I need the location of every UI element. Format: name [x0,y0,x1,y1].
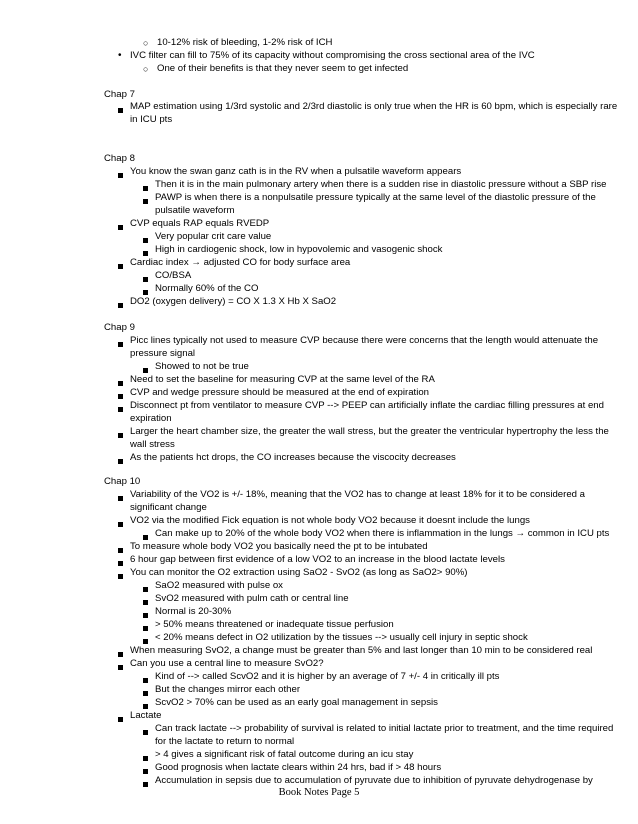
note-line: > 50% means threatened or inadequate tissue perfusion [155,619,394,630]
note-line: for the lactate to return to normal [155,736,295,747]
note-line: Very popular crit care value [155,231,272,242]
circle-bullet-icon: ○ [143,38,149,48]
page-footer: Book Notes Page 5 [278,787,360,798]
note-line: > 4 gives a significant risk of fatal outcome during an icu stay [155,749,414,760]
square-bullet-icon [118,404,123,417]
note-line: DO2 (oxygen delivery) = CO X 1.3 X Hb X SaO2 [130,296,337,307]
note-line: High in cardiogenic shock, low in hypovolemic and vasogenic shock [155,244,443,255]
note-line: Then it is in the main pulmonary artery when there is a sudden rise in diastolic pressure without a SBP rise [155,179,607,190]
note-line: Normally 60% of the CO [155,283,259,294]
square-bullet-icon [118,170,123,183]
note-line: Showed to not be true [155,361,249,372]
note-line: When measuring SvO2, a change must be greater than 5% and last longer than 10 min to be considered real [130,645,593,656]
note-line: CVP and wedge pressure should be measured at the end of expiration [130,387,430,398]
square-bullet-icon [143,584,148,597]
note-line: Normal is 20-30% [155,606,232,617]
note-line: As the patients hct drops, the CO increases because the viscocity decreases [130,452,456,463]
square-bullet-icon [143,766,148,779]
note-line: One of their benefits is that they never seem to get infected [157,63,409,74]
note-line: in ICU pts [130,114,173,125]
square-bullet-icon [143,688,148,701]
chapter-heading: Chap 8 [104,153,135,164]
square-bullet-icon [118,339,123,352]
note-line: pulsatile waveform [155,205,235,216]
square-bullet-icon [118,300,123,313]
square-bullet-icon [118,261,123,274]
square-bullet-icon [118,545,123,558]
square-bullet-icon [118,456,123,469]
square-bullet-icon [118,378,123,391]
square-bullet-icon [118,649,123,662]
square-bullet-icon [143,753,148,766]
square-bullet-icon [143,597,148,610]
square-bullet-icon [143,623,148,636]
note-line: Disconnect pt from ventilator to measure CVP --> PEEP can artificially inflate the cardiac filling pressures at end [130,400,604,411]
chapter-heading: Chap 10 [104,476,141,487]
note-line: VO2 via the modified Fick equation is not whole body VO2 because it doesnt include the lungs [130,515,530,526]
note-line: To measure whole body VO2 you basically need the pt to be intubated [130,541,428,552]
note-line: CVP equals RAP equals RVEDP [130,218,270,229]
square-bullet-icon [143,235,148,248]
note-line: Good prognosis when lactate clears within 24 hrs, bad if > 48 hours [155,762,442,773]
square-bullet-icon [118,430,123,443]
square-bullet-icon [143,274,148,287]
square-bullet-icon [118,391,123,404]
square-bullet-icon [118,493,123,506]
note-line: < 20% means defect in O2 utilization by the tissues --> usually cell injury in septic shock [155,632,528,643]
note-line: Need to set the baseline for measuring CVP at the same level of the RA [130,374,435,385]
note-line: MAP estimation using 1/3rd systolic and 2/3rd diastolic is only true when the HR is 60 bpm, which is especially rare [130,101,618,112]
note-line: Larger the heart chamber size, the greater the wall stress, but the greater the ventricular hypertrophy the less the [130,426,609,437]
square-bullet-icon [143,610,148,623]
square-bullet-icon [118,571,123,584]
note-line: Picc lines typically not used to measure CVP because there were concerns that the length would attenuate the [130,335,599,346]
square-bullet-icon [118,662,123,675]
square-bullet-icon [143,727,148,740]
note-line: CO/BSA [155,270,192,281]
square-bullet-icon [143,196,148,209]
square-bullet-icon [118,519,123,532]
note-line: IVC filter can fill to 75% of its capacity without compromising the cross sectional area of the IVC [130,50,535,61]
note-line: significant change [130,502,207,513]
square-bullet-icon [143,675,148,688]
note-line: SaO2 measured with pulse ox [155,580,283,591]
note-line: Lactate [130,710,162,721]
square-bullet-icon [118,222,123,235]
note-line: 6 hour gap between first evidence of a low VO2 to an increase in the blood lactate levels [130,554,505,565]
note-line: ScvO2 > 70% can be used as an early goal management in sepsis [155,697,438,708]
note-line: Variability of the VO2 is +/- 18%, meaning that the VO2 has to change at least 18% for it to be considered a [130,489,585,500]
circle-bullet-icon: ○ [143,64,149,74]
chapter-heading: Chap 9 [104,322,135,333]
note-line: wall stress [130,439,175,450]
square-bullet-icon [118,105,123,118]
note-line: 10-12% risk of bleeding, 1-2% risk of ICH [157,37,333,48]
disc-bullet-icon: • [118,50,122,61]
note-line: Can you use a central line to measure SvO2? [130,658,324,669]
note-line: Accumulation in sepsis due to accumulation of pyruvate due to inhibition of pyruvate dehydrogenase by [155,775,593,786]
note-line: You know the swan ganz cath is in the RV when a pulsatile waveform appears [130,166,462,177]
note-line: You can monitor the O2 extraction using SaO2 - SvO2 (as long as SaO2> 90%) [130,567,468,578]
note-line: But the changes mirror each other [155,684,301,695]
square-bullet-icon [118,714,123,727]
note-line: Can make up to 20% of the whole body VO2 when there is inflammation in the lungs → common in ICU pts [155,528,610,539]
note-line: expiration [130,413,172,424]
note-line: Cardiac index → adjusted CO for body surface area [130,257,351,268]
chapter-heading: Chap 7 [104,89,135,100]
note-line: PAWP is when there is a nonpulsatile pressure typically at the same level of the diastolic pressure of the [155,192,596,203]
square-bullet-icon [118,558,123,571]
note-line: Can track lactate --> probability of survival is related to initial lactate prior to treatment, and the time required [155,723,614,734]
note-line: SvO2 measured with pulm cath or central line [155,593,349,604]
note-line: pressure signal [130,348,196,359]
note-line: Kind of --> called ScvO2 and it is higher by an average of 7 +/- 4 in critically ill pts [155,671,500,682]
square-bullet-icon [143,183,148,196]
